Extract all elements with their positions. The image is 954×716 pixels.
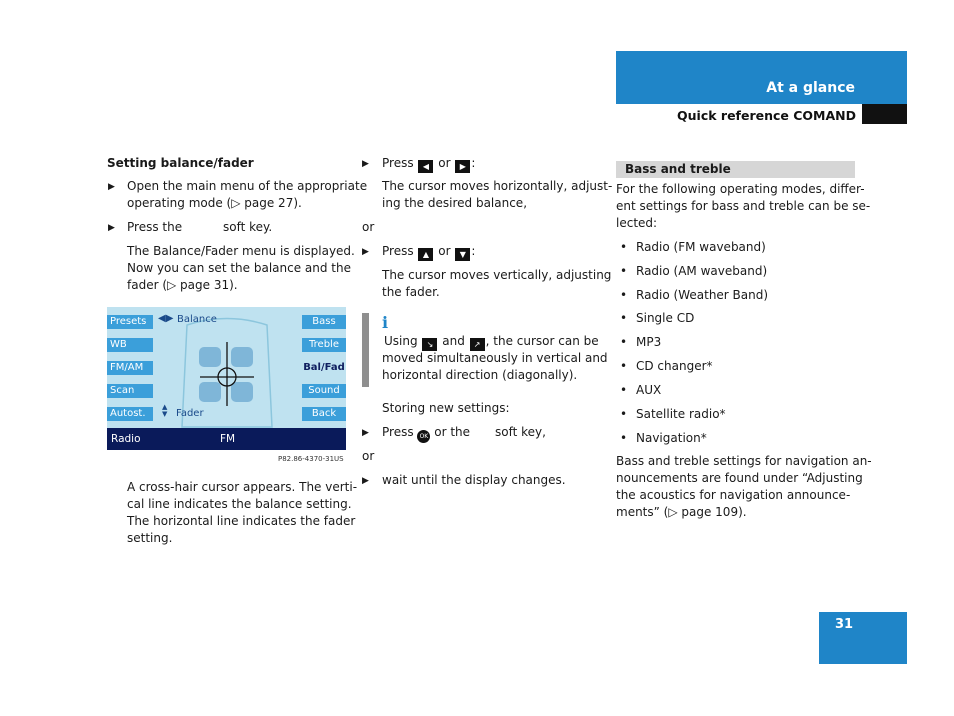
presets-button[interactable]: Presets <box>107 315 153 329</box>
store-post: soft key, <box>495 425 546 439</box>
intro-line2: ent settings for bass and treble can be se- <box>616 199 871 213</box>
bass-treble-heading: Bass and treble <box>625 162 731 176</box>
note-using: Using <box>384 334 418 348</box>
store-mid: or the <box>434 425 471 439</box>
wb-button[interactable]: WB <box>107 338 153 352</box>
status-band: FM <box>220 433 236 445</box>
comand-screen-figure <box>107 307 346 450</box>
or-word: or <box>438 156 451 170</box>
heading-balance-fader: Setting balance/fader <box>107 156 254 170</box>
fader-label: Fader <box>176 408 204 419</box>
subsection-title: Quick reference COMAND <box>677 108 856 123</box>
mode-item: Radio (FM waveband) <box>636 240 766 254</box>
bullet-icon: • <box>620 383 628 397</box>
mode-item: CD changer* <box>636 359 713 373</box>
status-source: Radio <box>111 433 141 445</box>
diagonal-up-key-icon: ↗ <box>470 338 485 351</box>
page-number: 31 <box>835 617 854 632</box>
mode-item: Single CD <box>636 311 695 325</box>
sound-button[interactable]: Sound <box>302 384 346 398</box>
press-word: Press <box>382 425 414 439</box>
or-separator: or <box>362 220 375 234</box>
treble-button[interactable]: Treble <box>302 338 346 352</box>
step1-line1: Open the main menu of the appropriate <box>127 179 368 193</box>
bullet-icon: • <box>620 407 628 421</box>
arrow-up-key-icon: ▲ <box>418 248 433 261</box>
para2-line4: setting. <box>127 531 173 545</box>
intro-line3: lected: <box>616 216 658 230</box>
subsection-bar <box>862 104 907 124</box>
para2-line3: The horizontal line indicates the fader <box>127 514 356 528</box>
intro-line1: For the following operating modes, differ- <box>616 182 865 196</box>
diagonal-down-key-icon: ↘ <box>422 338 437 351</box>
mode-item: Navigation* <box>636 431 707 445</box>
step-arrow-icon: ▶ <box>108 223 115 233</box>
para1-line3: fader (▷ page 31). <box>127 278 238 292</box>
para1-line1: The Balance/Fader menu is displayed. <box>127 244 355 258</box>
back-button[interactable]: Back <box>302 407 346 421</box>
note-line1-rest: , the cursor can be <box>485 334 599 348</box>
step-arrow-icon: ▶ <box>362 428 369 438</box>
mode-item: Radio (Weather Band) <box>636 288 769 302</box>
bass-button[interactable]: Bass <box>302 315 346 329</box>
mode-item: Radio (AM waveband) <box>636 264 768 278</box>
ud-text-line2: the fader. <box>382 285 440 299</box>
balance-arrows-icon: ◀▶ <box>158 313 174 324</box>
bullet-icon: • <box>620 431 628 445</box>
scan-button[interactable]: Scan <box>107 384 153 398</box>
bullet-icon: • <box>620 311 628 325</box>
bullet-icon: • <box>620 359 628 373</box>
mode-item: AUX <box>636 383 662 397</box>
outro-line3: the acoustics for navigation announce- <box>616 488 851 502</box>
press-word: Press <box>382 156 414 170</box>
outro-line4: ments” (▷ page 109). <box>616 505 747 519</box>
fm-am-button[interactable]: FM/AM <box>107 361 153 375</box>
section-title: At a glance <box>766 80 855 96</box>
para2-line2: cal line indicates the balance setting. <box>127 497 352 511</box>
lr-text-line2: ing the desired balance, <box>382 196 528 210</box>
step-arrow-icon: ▶ <box>362 159 369 169</box>
outro-line1: Bass and treble settings for navigation an- <box>616 454 872 468</box>
step1-line2: operating mode (▷ page 27). <box>127 196 302 210</box>
para1-line2: Now you can set the balance and the <box>127 261 351 275</box>
arrow-left-key-icon: ◀ <box>418 160 433 173</box>
note-bar <box>362 313 369 387</box>
screen-status-bar <box>107 428 346 450</box>
lr-text-line1: The cursor moves horizontally, adjust- <box>382 179 613 193</box>
page-number-box <box>819 612 907 664</box>
note-line2: moved simultaneously in vertical and <box>382 351 608 365</box>
press-lr-line: Press ◀ or ▶ : <box>382 156 476 171</box>
arrow-right-key-icon: ▶ <box>455 160 470 173</box>
wait-line: wait until the display changes. <box>382 473 566 487</box>
ok-key-icon: OK <box>417 430 430 443</box>
bullet-icon: • <box>620 240 628 254</box>
storing-heading: Storing new settings: <box>382 401 510 415</box>
bullet-icon: • <box>620 335 628 349</box>
or-word: or <box>438 244 451 258</box>
step-arrow-icon: ▶ <box>108 182 115 192</box>
press-word: Press <box>382 244 414 258</box>
ud-text-line1: The cursor moves vertically, adjusting <box>382 268 612 282</box>
bal-fad-button[interactable]: Bal/Fad <box>303 362 345 373</box>
arrow-down-key-icon: ▼ <box>455 248 470 261</box>
note-line1 <box>384 333 599 351</box>
or-separator-2: or <box>362 449 375 463</box>
step-arrow-icon: ▶ <box>362 247 369 257</box>
balance-label: Balance <box>177 314 217 325</box>
step-arrow-icon: ▶ <box>362 476 369 486</box>
mode-item: Satellite radio* <box>636 407 726 421</box>
bullet-icon: • <box>620 288 628 302</box>
note-line3: horizontal direction (diagonally). <box>382 368 578 382</box>
store-line <box>382 424 470 443</box>
bass-treble-heading-bar <box>616 161 855 178</box>
step2-post: soft key. <box>223 220 273 234</box>
fader-arrows-icon: ▲ ▼ <box>162 403 168 418</box>
para2-line1: A cross-hair cursor appears. The verti- <box>127 480 358 494</box>
bullet-icon: • <box>620 264 628 278</box>
outro-line2: nouncements are found under “Adjusting <box>616 471 863 485</box>
step2-pre: Press the <box>127 220 183 234</box>
info-icon: i <box>382 313 389 332</box>
note-and: and <box>442 334 465 348</box>
mode-item: MP3 <box>636 335 662 349</box>
press-ud-line: Press ▲ or ▼ : <box>382 244 476 259</box>
figure-caption: P82.86-4370-31US <box>278 455 344 463</box>
section-header <box>616 51 907 104</box>
autost-button[interactable]: Autost. <box>107 407 153 421</box>
